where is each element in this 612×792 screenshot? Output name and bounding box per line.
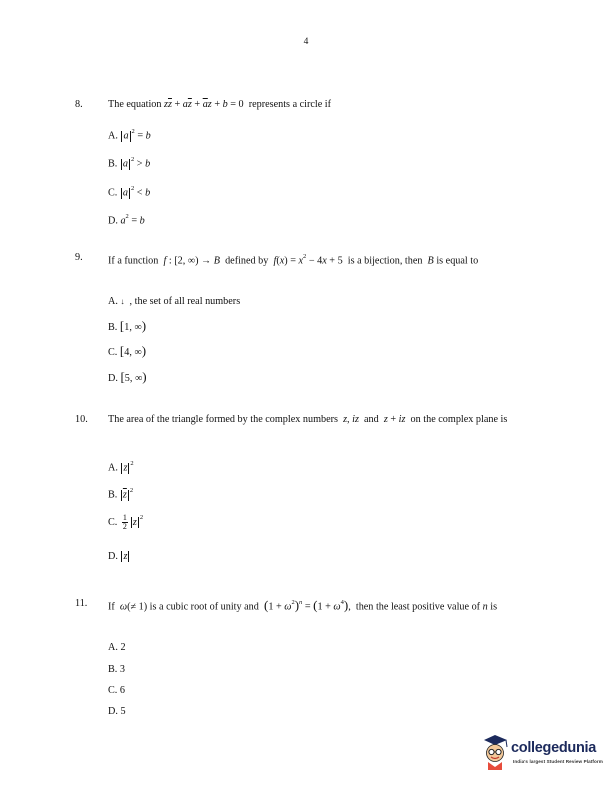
option-c: C. $\frac{1}{2}$ z $^2$	[108, 513, 144, 531]
question-number: 11.	[75, 598, 88, 609]
question-stem: If a function f : [2, ∞) → B defined by $f(x) = x^2 - 4x + 5$ is a bijection, then B is equal to	[108, 253, 479, 267]
option-d: D. z	[108, 551, 128, 562]
option-d: D. 5	[108, 706, 126, 717]
question-stem: The equation $z\overline{z} + a\overline{z} + \overline{a}z + b = 0$ represents a circle if	[108, 99, 332, 110]
option-d: D. $a^2 = b$	[108, 213, 145, 227]
option-b: B. 3	[108, 664, 125, 675]
option-c: C. [4, ∞)	[108, 343, 147, 358]
page-number: 4	[303, 37, 309, 47]
option-d: D. [5, ∞)	[108, 369, 147, 384]
option-b: B. $\overline{z}$ $^2$	[108, 487, 134, 501]
option-b: B. [1, ∞)	[108, 318, 147, 333]
option-c: C. a $^2$ < b	[108, 185, 151, 199]
option-a: A. ↓ , the set of all real numbers	[108, 296, 241, 307]
logo-tagline: India's largest Student Review Platform	[513, 759, 603, 764]
mascot-icon	[480, 733, 510, 771]
option-c: C. 6	[108, 685, 125, 696]
logo-name: collegedunia	[511, 740, 597, 756]
question-number: 10.	[75, 414, 88, 425]
question-number: 8.	[75, 99, 83, 110]
question-stem: The area of the triangle formed by the complex numbers z, iz and z + iz on the complex plane is	[108, 414, 508, 425]
option-a: A. z $^2$	[108, 460, 134, 474]
collegedunia-logo	[480, 733, 605, 773]
question-number: 9.	[75, 252, 83, 263]
option-b: B. a $^2$ > b	[108, 156, 151, 170]
option-a: A. a $^2$ = b	[108, 128, 151, 142]
option-a: A. 2	[108, 642, 126, 653]
question-stem: If ω(≠ 1) is a cubic root of unity and $(1 + \omega^2)^n = (1 + \omega^4)$, then the least positive value of n is	[108, 597, 498, 613]
